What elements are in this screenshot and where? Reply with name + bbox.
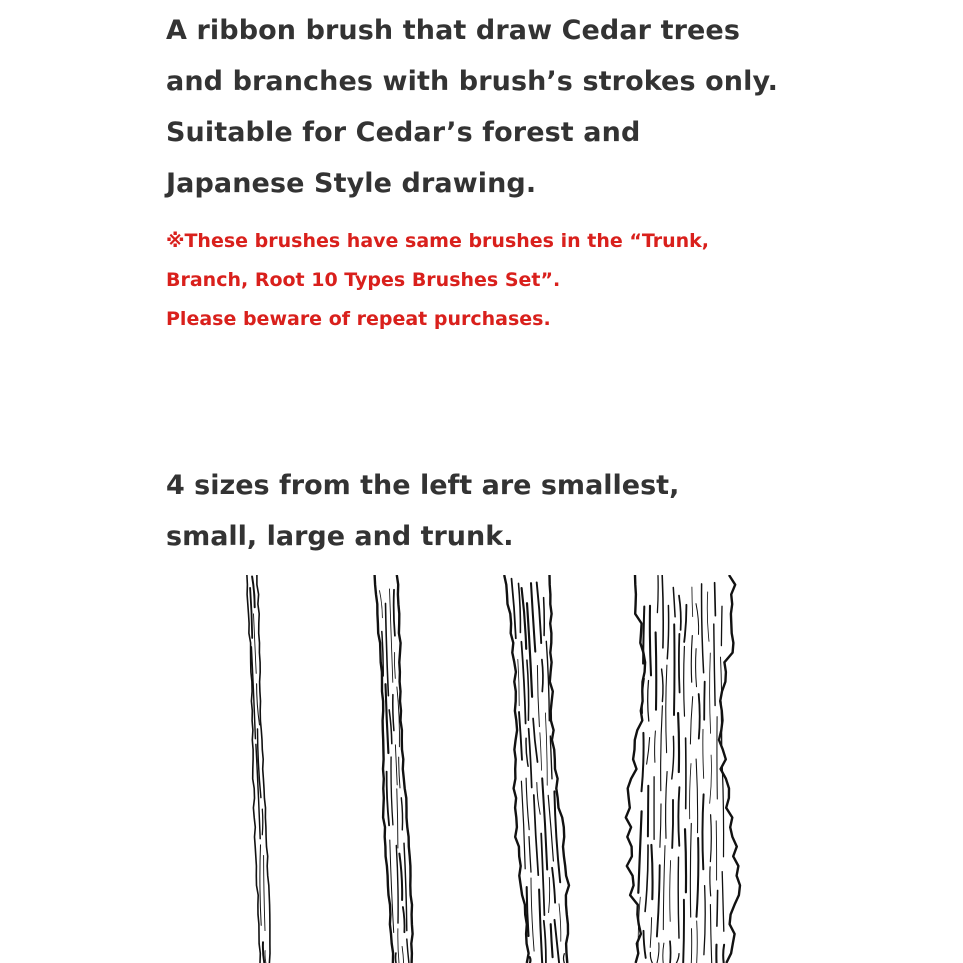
brush-samples [0,575,963,963]
intro-line-1: A ribbon brush that draw Cedar trees [166,15,741,46]
intro-line-4: Japanese Style drawing. [166,168,537,199]
sizes-text [166,460,946,562]
warning-line-1: ※These brushes have same brushes in the “Trunk, [166,230,710,252]
brush-samples-canvas [0,575,963,963]
intro-text [166,5,946,209]
intro-line-3: Suitable for Cedar’s forest and [166,117,641,148]
brush-stroke-small-icon [375,575,413,963]
sizes-line-1: 4 sizes from the left are smallest, [166,470,680,501]
warning-line-3: Please beware of repeat purchases. [166,308,551,330]
intro-line-2: and branches with brush’s strokes only. [166,66,779,97]
brush-stroke-smallest-icon [247,575,270,963]
sizes-line-2: small, large and trunk. [166,521,514,552]
warning-note [166,222,946,339]
brush-stroke-large-icon [504,575,569,963]
brush-stroke-trunk-icon [626,575,740,963]
warning-line-2: Branch, Root 10 Types Brushes Set”. [166,269,561,291]
